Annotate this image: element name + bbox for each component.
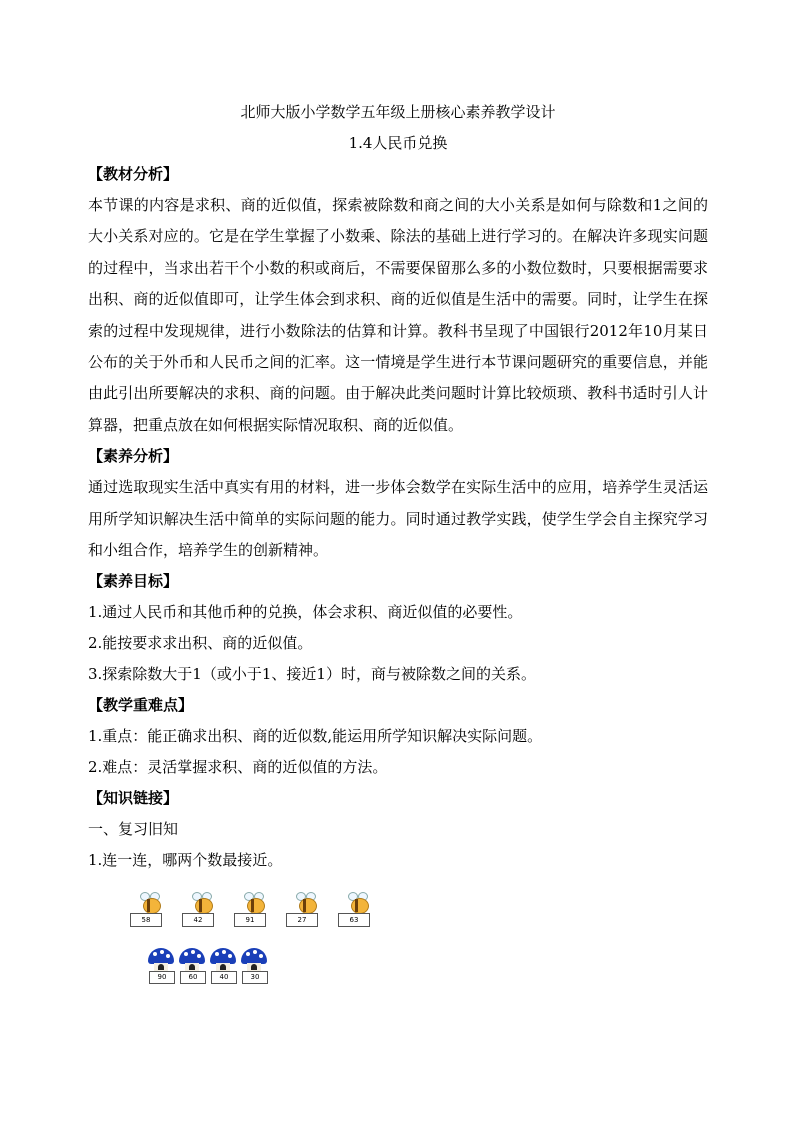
- goal-item: 2.能按要求求出积、商的近似值。: [88, 634, 313, 653]
- bee-icon: [247, 898, 265, 914]
- mushroom-card: [148, 948, 174, 984]
- document-page: [88, 95, 708, 1012]
- goal-item: 1.通过人民币和其他币种的兑换，体会求积、商近似值的必要性。: [88, 603, 523, 622]
- mushroom-card: [241, 948, 267, 984]
- section-heading-literacy-analysis: 【素养分析】: [88, 447, 179, 466]
- matching-figure: [88, 882, 708, 1012]
- mushroom-number: 90: [149, 971, 175, 984]
- mushroom-row: [148, 948, 267, 984]
- key-point-item: 1.重点：能正确求出积、商的近似数,能运用所学知识解决实际问题。: [88, 727, 543, 746]
- literacy-analysis-paragraph: 通过选取现实生活中真实有用的材料，进一步体会数学在实际生活中的应用，培养学生灵活运用所学知识解决生活中简单的实际问题的能力。同时通过教学实践，使学生学会自主探究学习和小组合作，培养学生的创新精神。: [88, 478, 708, 560]
- bee-icon: [299, 898, 317, 914]
- mushroom-card: [210, 948, 236, 984]
- textbook-analysis-paragraph: 本节课的内容是求积、商的近似值，探索被除数和商之间的大小关系是如何与除数和1之间的大小关系对应的。它是在学生掌握了小数乘、除法的基础上进行学习的。在解决许多现实问题的过程中，当求出若干个小数的积或商后，不需要保留那么多的小数位数时，只要根据需要求出积、商的近似值即可，让学生体会到求积、商的近似值是生活中的需要。同时，让学生在探索的过程中发现规律，进行小数除法的估算和计算。教科书呈现了中国银行2012年10月某日公布的关于外币和人民币之间的汇率。这一情境是学生进行本节课问题研究的重要信息，并能由此引出所要解决的求积、商的问题。由于解决此类问题时计算比较烦琐、教科书适时引人计算器，把重点放在如何根据实际情况取积、商的近似值。: [88, 196, 708, 434]
- bee-card: [130, 892, 170, 930]
- bee-number: 42: [182, 913, 214, 927]
- matching-task: 1.连一连，哪两个数最接近。: [88, 851, 283, 870]
- document-subtitle: 1.4人民币兑换: [348, 134, 448, 152]
- bee-number: 91: [234, 913, 266, 927]
- mushroom-card: [179, 948, 205, 984]
- mushroom-number: 60: [180, 971, 206, 984]
- key-point-item: 2.难点：灵活掌握求积、商的近似值的方法。: [88, 758, 388, 777]
- mushroom-number: 40: [211, 971, 237, 984]
- bee-card: [234, 892, 274, 930]
- bee-card: [182, 892, 222, 930]
- bee-icon: [143, 898, 161, 914]
- bee-card: [338, 892, 378, 930]
- bee-number: 27: [286, 913, 318, 927]
- section-heading-textbook-analysis: 【教材分析】: [88, 165, 179, 183]
- bee-row: [130, 892, 378, 930]
- bee-card: [286, 892, 326, 930]
- review-heading: 一、复习旧知: [88, 820, 179, 839]
- bee-icon: [351, 898, 369, 914]
- section-heading-literacy-goals: 【素养目标】: [88, 572, 179, 591]
- section-heading-knowledge-link: 【知识链接】: [88, 789, 179, 808]
- bee-icon: [195, 898, 213, 914]
- bee-number: 63: [338, 913, 370, 927]
- section-heading-key-points: 【教学重难点】: [88, 696, 194, 715]
- goal-item: 3.探索除数大于1（或小于1、接近1）时，商与被除数之间的关系。: [88, 665, 536, 684]
- bee-number: 58: [130, 913, 162, 927]
- mushroom-number: 30: [242, 971, 268, 984]
- document-title: 北师大版小学数学五年级上册核心素养教学设计: [240, 103, 556, 121]
